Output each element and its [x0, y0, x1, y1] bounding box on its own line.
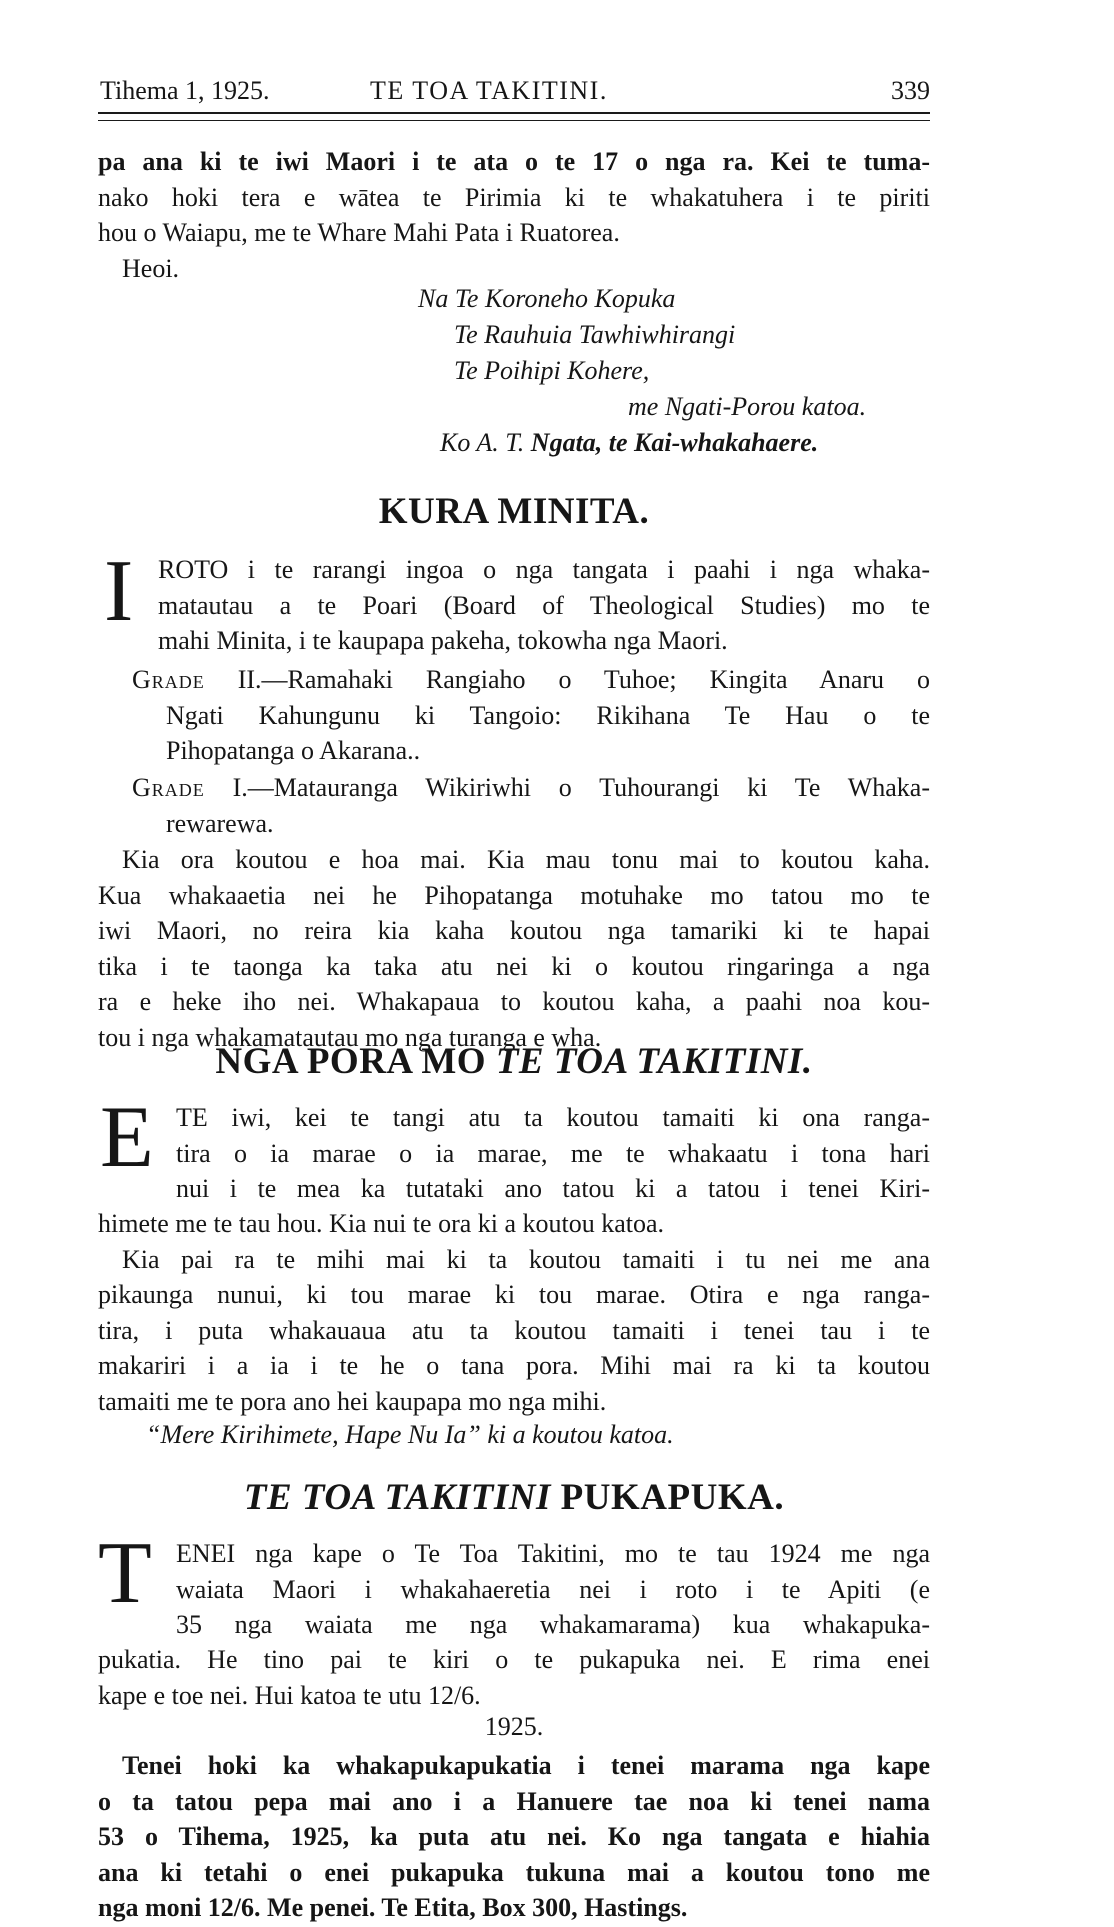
drop-cap: I: [104, 543, 134, 640]
header-rule: [98, 112, 930, 114]
pora-line: himete me te tau hou. Kia nui te ora ki a koutou katoa.: [98, 1209, 665, 1238]
pora-line: makariri i a ia i te he o tana pora. Mihi mai ra ki ta koutou: [98, 1351, 930, 1380]
signature-line-3: Te Poihipi Kohere,: [454, 356, 650, 385]
kura-para-line: ra e heke iho nei. Whakapaua to koutou kaha, a paahi noa kou-: [98, 987, 930, 1016]
kura-line: mahi Minita, i te kaupapa pakeha, tokowha nga Maori.: [158, 626, 728, 655]
section-heading-nga-pora: [98, 1040, 930, 1083]
grade-2-entry: [132, 662, 930, 769]
kura-line: matautau a te Poari (Board of Theological Studies) mo te: [158, 590, 930, 620]
signature-role: te Kai-whakahaere.: [602, 428, 819, 457]
pukapuka-line: pukatia. He tino pai te kiri o te pukapuka nei. E rima enei: [98, 1645, 930, 1674]
intro-paragraph: [98, 144, 930, 286]
intro-heoi: Heoi.: [122, 253, 180, 283]
section-heading-pukapuka: [98, 1476, 930, 1519]
pukapuka-line: waiata Maori i whakahaeretia nei i roto i te Apiti (e: [176, 1574, 930, 1604]
kura-para-line: Kia ora koutou e hoa mai. Kia mau tonu mai to koutou kaha.: [122, 845, 930, 874]
grade-1-first-line: [132, 770, 930, 806]
grade-2-first-line: [132, 662, 930, 698]
drop-cap: E: [100, 1089, 154, 1186]
pora-line: tira o ia marae o ia marae, me te whakaatu i tona hari: [176, 1138, 930, 1168]
kura-para-line: tika i te taonga ka taka atu nei ki o koutou ringaringa a nga: [98, 951, 930, 981]
signature-line-4: me Ngati-Porou katoa.: [628, 392, 867, 421]
kura-line: ROTO i te rarangi ingoa o nga tangata i paahi i nga whaka-: [158, 555, 930, 584]
heading-text: NGA PORA MO: [215, 1041, 496, 1082]
drop-cap: T: [98, 1525, 152, 1622]
pukapuka-line: 35 nga waiata me nga whakamarama) kua whakapuka-: [176, 1610, 930, 1639]
signature-line-5: [440, 428, 818, 458]
grade-2-line: Pihopatanga o Akarana..: [166, 736, 421, 765]
grade-2-line: Ngati Kahungunu ki Tangoio: Rikihana Te Hau o te: [166, 700, 930, 730]
pukapuka-notice: [98, 1748, 930, 1926]
signature-line-2: Te Rauhuia Tawhiwhirangi: [454, 320, 736, 349]
kura-intro-paragraph: [158, 552, 930, 659]
notice-line: nga moni 12/6. Me penei. Te Etita, Box 300, Hastings.: [98, 1893, 688, 1922]
notice-line: 53 o Tihema, 1925, ka puta atu nei. Ko nga tangata e hiahia: [98, 1822, 930, 1851]
pukapuka-year: 1925.: [484, 1712, 544, 1741]
intro-line: nako hoki tera e wātea te Pirimia ki te whakatuhera i te piriti: [98, 182, 930, 212]
notice-line: ana ki tetahi o enei pukapuka tukuna mai a koutou tono me: [98, 1857, 930, 1887]
intro-line: pa ana ki te iwi Maori i te ata o te 17 o nga ra. Kei te tuma-: [98, 147, 930, 176]
kura-paragraph: [98, 842, 930, 1055]
pora-indented-lines: [176, 1100, 930, 1207]
heading-text: PUKAPUKA.: [550, 1477, 785, 1518]
grade-label: Grade: [132, 773, 205, 802]
pukapuka-paragraph: [98, 1642, 930, 1713]
pora-paragraph: [98, 1206, 930, 1419]
grade-1-line: rewarewa.: [166, 808, 274, 838]
signature-ko: Ko A. T.: [440, 428, 531, 457]
header-journal-title: TE TOA TAKITINI.: [370, 76, 608, 105]
page-number: 339: [891, 76, 930, 105]
pukapuka-indented-lines: [176, 1536, 930, 1643]
pora-closing: “Mere Kirihimete, Hape Nu Ia” ki a koutou katoa.: [146, 1420, 674, 1449]
grade-2-text: II.—Ramahaki Rangiaho o Tuhoe; Kingita Anaru o: [237, 665, 930, 694]
pora-line: pikaunga nunui, ki tou marae ki tou marae. Otira e nga ranga-: [98, 1280, 930, 1309]
grade-1-text: I.—Matauranga Wikiriwhi o Tuhourangi ki Te Whaka-: [232, 773, 931, 802]
section-heading-kura-minita: KURA MINITA.: [378, 491, 650, 532]
kura-para-line: iwi Maori, no reira kia kaha koutou nga tamariki ki te hapai: [98, 916, 930, 945]
notice-line: Tenei hoki ka whakapukapukatia i tenei marama nga kape: [122, 1751, 930, 1780]
pora-line: TE iwi, kei te tangi atu ta koutou tamaiti ki ona ranga-: [176, 1103, 930, 1132]
grade-label: Grade: [132, 665, 205, 694]
kura-para-line: Kua whakaaetia nei he Pihopatanga motuhake mo tatou mo te: [98, 880, 930, 910]
pora-line: tamaiti me te pora ano hei kaupapa mo nga mihi.: [98, 1386, 607, 1416]
pora-line: Kia pai ra te mihi mai ki ta koutou tamaiti i tu nei me ana: [122, 1244, 930, 1274]
notice-line: o ta tatou pepa mai ano i a Hanuere tae noa ki tenei nama: [98, 1786, 930, 1816]
header-date: Tihema 1, 1925.: [100, 76, 270, 105]
kura-para-line: tou i nga whakamatautau mo nga turanga e wha.: [98, 1022, 602, 1052]
heading-text-italic: TE TOA TAKITINI: [243, 1477, 551, 1518]
heading-text-italic: TE TOA TAKITINI.: [495, 1041, 813, 1082]
pora-line: tira, i puta whakauaua atu ta koutou tamaiti i tenei tau i te: [98, 1315, 930, 1345]
header-rule-thin: [98, 120, 930, 121]
intro-line: hou o Waiapu, me te Whare Mahi Pata i Ruatorea.: [98, 218, 620, 247]
running-header: [100, 76, 930, 116]
pukapuka-line: kape e toe nei. Hui katoa te utu 12/6.: [98, 1680, 481, 1710]
pukapuka-line: ENEI nga kape o Te Toa Takitini, mo te tau 1924 me nga: [176, 1539, 930, 1568]
pora-line: nui i te mea ka tutataki ano tatou ki a tatou i tenei Kiri-: [176, 1174, 930, 1203]
signature-line-1: Na Te Koroneho Kopuka: [418, 284, 676, 313]
signature-ngata: Ngata,: [530, 428, 603, 457]
grade-1-entry: [132, 770, 930, 841]
